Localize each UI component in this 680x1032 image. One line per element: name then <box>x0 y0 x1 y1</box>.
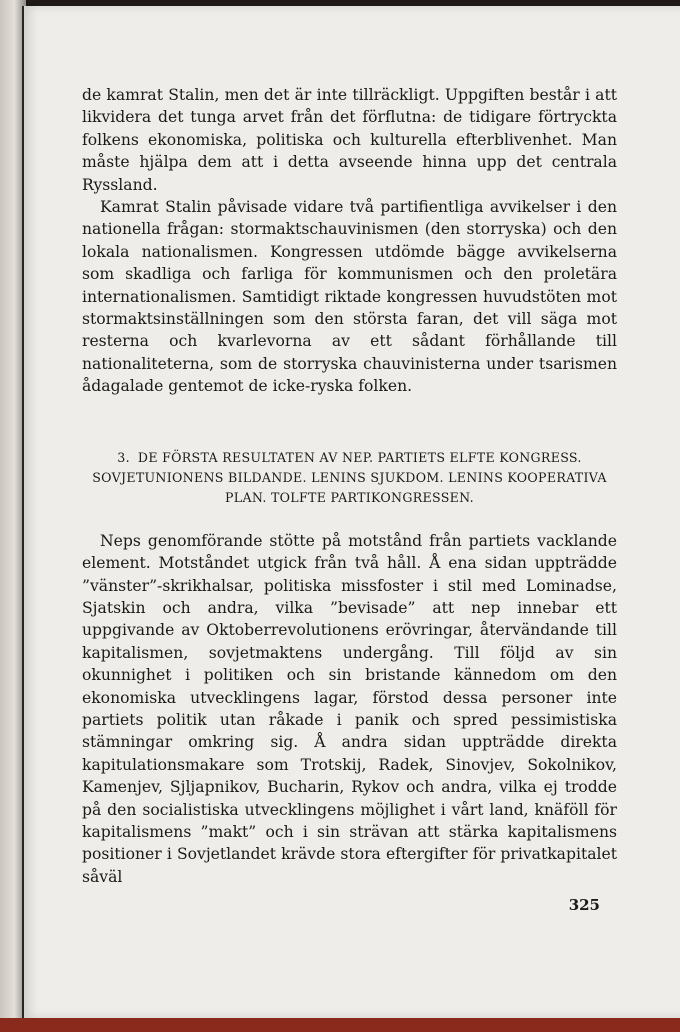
paragraph-2: Kamrat Stalin påvisade vidare två partifientliga avvikelser i den nationella frågan: stormaktschauvinismen (den storryska) och den lokala nationalismen. Kongressen utdömde bägge avvikelserna som skadliga och farliga för kommunismen och den proletära internationalismen. Samtidigt riktade kongressen huvudstöten mot stormaktsinställningen som den största faran, det vill säga mot resterna och kvarlevorna av ett sådant förhållande till nationaliteterna, som de storryska chauvinisterna under tsarismen ådagalade gentemot de icke-ryska folken. <box>82 198 617 396</box>
section-title: DE FÖRSTA RESULTATEN AV NEP. PARTIETS ELFTE KONGRESS. SOVJETUNIONENS BILDANDE. LENINS SJUKDOM. LENINS KOOPERATIVA PLAN. TOLFTE PARTIKONGRESSEN. <box>92 449 607 505</box>
paragraph-3: Neps genomförande stötte på motstånd från partiets vacklande element. Motståndet utgick från två håll. Å ena sidan uppträdde ”vänster”-skrikhalsar, politiska missfoster i stil med Lominadse, Sjatskin och andra, vilka ”bevisade” att nep innebar ett uppgivande av Oktoberrevolutionens erövringar, återvändande till kapitalismen, sovjetmaktens undergång. Till följd av sin okunnighet i politiken och sin bristande kännedom om den ekonomiska utvecklingens lagar, förstod dessa personer inte partiets politik utan råkade i panik och spred pessimistiska stämningar omkring sig. Å andra sidan uppträdde direkta kapitulationsmakare som Trotskij, Radek, Sinovjev, Sokolnikov, Kamenjev, Sjljapnikov, Bucharin, Rykov och andra, vilka ej trodde på den socialistiska utvecklingens möjlighet i vårt land, knäföll för kapitalismens ”makt” och i sin strävan att stärka kapitalismens positioner i Sovjetlandet krävde stora eftergifter för privatkapitalet såväl <box>82 531 617 886</box>
body-text <box>82 84 617 888</box>
book-cover-edge <box>0 1018 680 1032</box>
section-heading <box>82 448 617 508</box>
paragraph-1: de kamrat Stalin, men det är inte tillräckligt. Uppgiften består i att likvidera det tunga arvet från det förflutna: de tidigare förtryckta folkens ekonomiska, politiska och kulturella efterblivenhet. Man måste hjälpa dem att i detta avseende hinna upp det centrala Ryssland. <box>82 86 617 194</box>
page-number: 325 <box>568 896 600 914</box>
book-page <box>22 6 680 1018</box>
section-number: 3. <box>117 449 130 465</box>
